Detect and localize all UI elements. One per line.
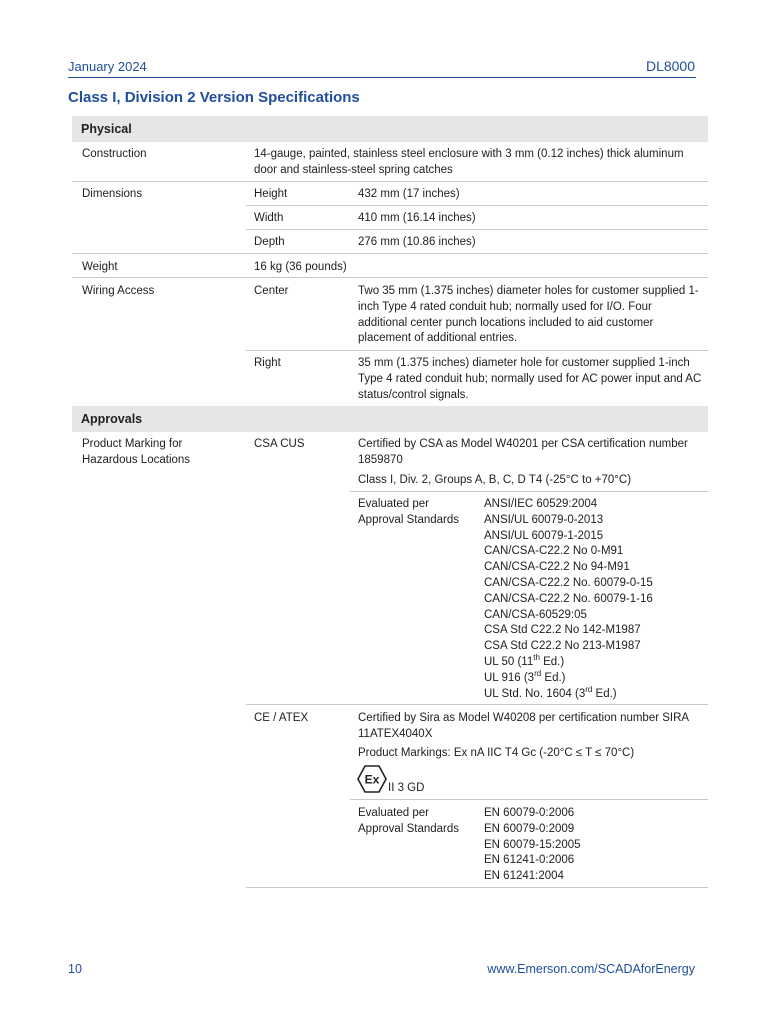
row-divider [246,205,708,206]
atex-eval-line2: Approval Standards [358,823,460,835]
standard-item: ANSI/UL 60079-0-2013 [484,513,604,526]
atex-cert-text: Certified by Sira as Model W40208 per certification number SIRA 11ATEX4040X [358,712,689,740]
wiring-center-value: Two 35 mm (1.375 inches) diameter holes for customer supplied 1-inch Type 4 rated conduit hub; normally used for I/O. Four additional center punch locations included to aid customer placement of additional entries. [358,285,699,345]
wiring-right-label: Right [254,357,281,369]
footer-url-link[interactable]: www.Emerson.com/SCADAforEnergy [487,962,695,976]
depth-value: 276 mm (10.86 inches) [358,236,476,248]
width-value: 410 mm (16.14 inches) [358,212,476,224]
row-divider [72,181,708,182]
atex-markings-text: Product Markings: Ex nA IIC T4 Gc (-20°C ≤ T ≤ 70°C) [358,747,635,759]
row-divider [350,491,708,492]
ce-atex-label: CE / ATEX [254,712,309,724]
section-title-physical: Physical [81,122,132,136]
row-divider [72,277,708,278]
standard-item: EN 60079-0:2009 [484,822,575,835]
standard-item: CAN/CSA-60529:05 [484,608,587,621]
ex-hexagon-icon [357,765,387,793]
standard-item: CAN/CSA-C22.2 No 0-M91 [484,545,624,558]
svg-text:Ex: Ex [364,772,380,787]
standard-item: EN 60079-0:2006 [484,807,575,819]
csa-standards-list [484,497,653,702]
standard-item: ANSI/UL 60079-1-2015 [484,529,604,542]
header-product: DL8000 [645,58,695,74]
section-band-physical [72,116,708,142]
csa-eval-line1: Evaluated per [358,498,429,510]
height-value: 432 mm (17 inches) [358,188,460,200]
weight-label: Weight [82,261,118,273]
standard-item-ul: UL 916 (3rd Ed.) [484,668,566,684]
header-date: January 2024 [68,59,147,74]
wiring-right-value: 35 mm (1.375 inches) diameter hole for customer supplied 1-inch Type 4 rated conduit hub; normally used for AC power input and AC status/control signals. [358,357,702,401]
ex-marking-text: II 3 GD [388,782,425,794]
standard-item: ANSI/IEC 60529:2004 [484,498,598,510]
height-label: Height [254,188,288,200]
construction-label: Construction [82,148,147,160]
row-divider [246,229,708,230]
standard-item: CAN/CSA-C22.2 No. 60079-0-15 [484,576,653,589]
approvals-label-line2: Hazardous Locations [82,454,191,466]
section-band-approvals [72,406,708,432]
csa-cert-text: Certified by CSA as Model W40201 per CSA certification number 1859870 [358,438,688,466]
row-divider [350,799,708,800]
dimensions-label: Dimensions [82,188,143,200]
standard-item: EN 61241:2004 [484,870,564,883]
row-divider [246,887,708,888]
standard-item: CAN/CSA-C22.2 No. 60079-1-16 [484,592,653,605]
csa-class-text: Class I, Div. 2, Groups A, B, C, D T4 (-25°C to +70°C) [358,474,632,486]
page-title: Class I, Division 2 Version Specifications [68,89,360,106]
atex-standards-list [484,806,581,885]
width-label: Width [254,212,284,224]
atex-eval-line1: Evaluated per [358,807,429,819]
standard-item: EN 60079-15:2005 [484,838,581,851]
header-rule [68,77,696,78]
standard-item: CSA Std C22.2 No 142-M1987 [484,624,641,637]
standard-item: EN 61241-0:2006 [484,854,575,867]
standard-item-ul: UL Std. No. 1604 (3rd Ed.) [484,684,617,700]
csa-eval-line2: Approval Standards [358,514,460,526]
depth-label: Depth [254,236,285,248]
wiring-access-label: Wiring Access [82,285,155,297]
wiring-center-label: Center [254,285,289,297]
standard-item: CSA Std C22.2 No 213-M1987 [484,640,641,653]
page-number: 10 [68,962,82,976]
row-divider [246,704,708,705]
row-divider [72,253,708,254]
standard-item-ul: UL 50 (11th Ed.) [484,653,565,668]
construction-value: 14-gauge, painted, stainless steel enclosure with 3 mm (0.12 inches) thick aluminum door and stainless-steel spring catches [254,148,684,176]
approvals-label-line1: Product Marking for [82,438,183,450]
weight-value: 16 kg (36 pounds) [254,261,347,273]
csa-cus-label: CSA CUS [254,438,305,450]
section-title-approvals: Approvals [81,412,143,426]
standard-item: CAN/CSA-C22.2 No 94-M91 [484,561,630,574]
row-divider [246,350,708,351]
